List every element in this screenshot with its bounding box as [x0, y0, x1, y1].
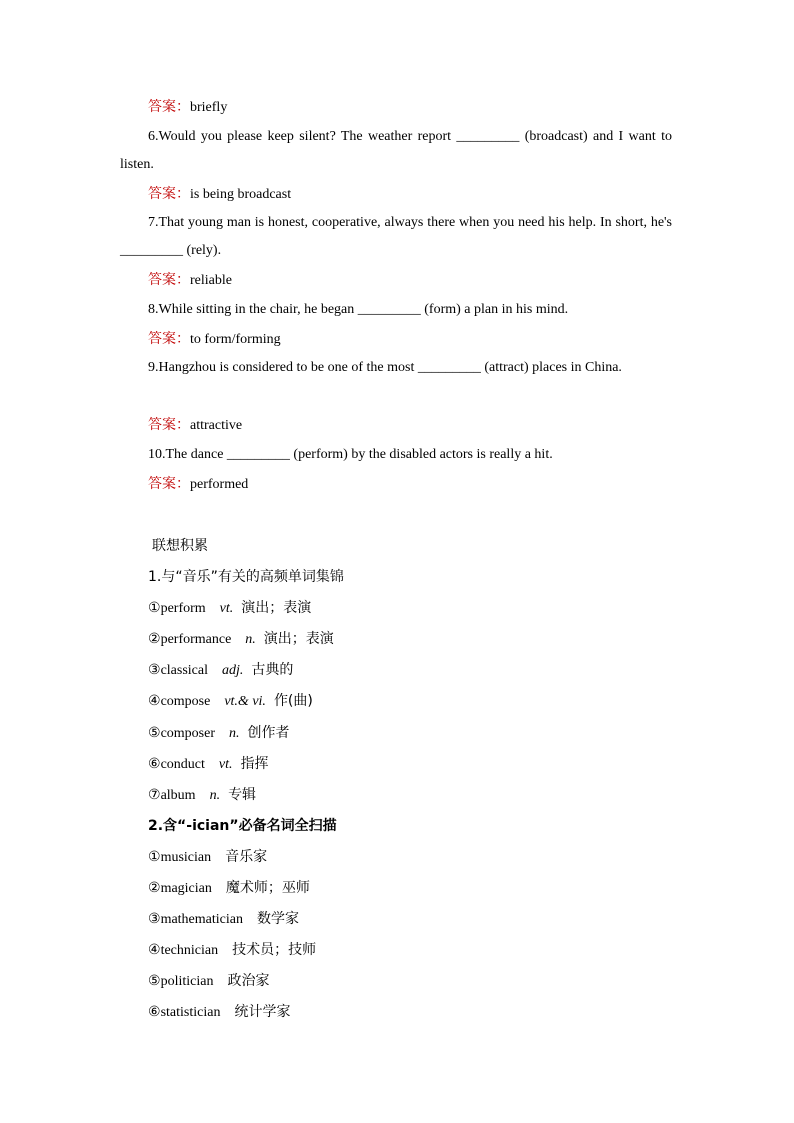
answer-text: is being broadcast	[190, 187, 292, 202]
group2-item	[148, 940, 316, 960]
item-word: technician	[160, 943, 219, 958]
item-number: ⑤	[148, 974, 161, 989]
item-word: mathematician	[160, 912, 243, 927]
item-number: ①	[148, 850, 161, 865]
item-word: performance	[160, 632, 232, 647]
item-word: compose	[160, 694, 211, 709]
answer-line-q10	[148, 474, 248, 494]
item-meaning: 演出；表演	[263, 631, 334, 647]
answer-label: 答案：	[148, 331, 190, 347]
answer-label: 答案：	[148, 417, 190, 433]
item-word: magician	[160, 881, 212, 896]
item-meaning: 技术员；技师	[232, 942, 317, 958]
item-number: ②	[148, 881, 161, 896]
item-meaning: 政治家	[227, 973, 270, 989]
item-number: ⑥	[148, 1005, 161, 1020]
answer-label: 答案：	[148, 476, 190, 492]
item-pos: vt.	[219, 601, 234, 616]
question-8: 8.While sitting in the chair, he began _________ (form) a plan in his mind.	[148, 302, 569, 317]
item-pos: n.	[209, 788, 221, 803]
item-meaning: 演出；表演	[241, 600, 312, 616]
group2-heading: 2.含“-ician”必备名词全扫描	[148, 818, 337, 834]
item-word: politician	[160, 974, 214, 989]
item-number: ⑥	[148, 757, 161, 772]
section-title: 联想积累	[152, 538, 208, 554]
answer-line-q9	[148, 415, 242, 435]
item-number: ⑦	[148, 788, 161, 803]
item-meaning: 创作者	[247, 725, 290, 741]
item-number: ⑤	[148, 726, 161, 741]
question-6: 6.Would you please keep silent? The weather report _________ (broadcast) and I want to listen.	[120, 129, 672, 172]
item-number: ①	[148, 601, 161, 616]
group1-item	[148, 723, 290, 743]
answer-text: attractive	[190, 418, 243, 433]
item-pos: vt.	[218, 757, 233, 772]
item-pos: n.	[245, 632, 256, 647]
item-number: ③	[148, 663, 161, 678]
answer-label: 答案：	[148, 272, 190, 288]
answer-line-q7	[148, 270, 232, 290]
group1-item	[148, 598, 311, 618]
item-number: ②	[148, 632, 161, 647]
item-meaning: 音乐家	[225, 849, 268, 865]
item-meaning: 魔术师；巫师	[225, 880, 310, 896]
question-10: 10.The dance _________ (perform) by the disabled actors is really a hit.	[148, 447, 553, 462]
question-7: 7.That young man is honest, cooperative, always there when you need his help. In short, he's _________ (rely).	[120, 215, 672, 258]
item-word: statistician	[160, 1005, 221, 1020]
group1-item	[148, 660, 293, 680]
group1-item	[148, 691, 313, 711]
group1-item	[148, 785, 256, 805]
group1-item	[148, 754, 269, 774]
group2-item	[148, 1002, 290, 1022]
item-word: conduct	[160, 757, 205, 772]
item-word: musician	[160, 850, 212, 865]
item-pos: n.	[229, 726, 240, 741]
group1-heading: 1.与“音乐”有关的高频单词集锦	[148, 569, 344, 585]
item-meaning: 统计学家	[234, 1004, 291, 1020]
item-number: ④	[148, 694, 161, 709]
question-9: 9.Hangzhou is considered to be one of the most _________ (attract) places in China.	[148, 360, 622, 375]
answer-line-q5	[148, 97, 227, 117]
item-pos: vt.& vi.	[224, 694, 266, 709]
item-word: album	[160, 788, 196, 803]
answer-line-q8	[148, 329, 281, 349]
item-meaning: 专辑	[228, 787, 257, 803]
group2-item	[148, 847, 267, 867]
answer-text: briefly	[190, 100, 228, 115]
item-word: classical	[160, 663, 208, 678]
item-pos: adj.	[221, 663, 244, 678]
item-word: composer	[160, 726, 215, 741]
answer-text: performed	[190, 477, 249, 492]
item-meaning: 指挥	[240, 756, 269, 772]
group2-item	[148, 971, 269, 991]
item-number: ③	[148, 912, 161, 927]
group1-item	[148, 629, 334, 649]
item-meaning: 古典的	[251, 662, 294, 678]
item-meaning: 数学家	[256, 911, 299, 927]
answer-text: reliable	[190, 273, 232, 288]
answer-line-q6	[148, 184, 291, 204]
group2-item	[148, 878, 310, 898]
item-meaning: 作(曲)	[273, 693, 313, 709]
item-number: ④	[148, 943, 161, 958]
answer-label: 答案：	[148, 99, 190, 115]
item-word: perform	[160, 601, 206, 616]
group2-item	[148, 909, 299, 929]
answer-text: to form/forming	[190, 332, 281, 347]
answer-label: 答案：	[148, 186, 190, 202]
